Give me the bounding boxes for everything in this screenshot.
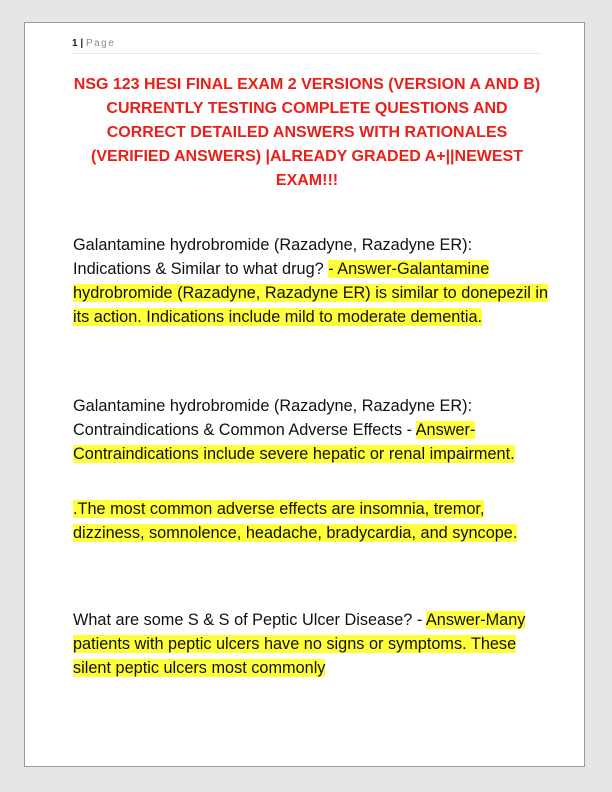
qa-item xyxy=(73,233,553,329)
question-text: Galantamine hydrobromide (Razadyne, Razadyne ER): Contraindications & Common Adverse Effects - xyxy=(73,397,473,439)
question-text: What are some S & S of Peptic Ulcer Disease? - xyxy=(73,611,426,629)
page-number: 1 xyxy=(72,38,78,49)
qa-item xyxy=(73,394,553,466)
answer-text: - Answer-Galantamine hydrobromide (Razadyne, Razadyne ER) is similar to donepezil in its action. Indications include mild to moderate dementia. xyxy=(73,260,549,326)
page-header xyxy=(72,37,542,54)
document-title: NSG 123 HESI FINAL EXAM 2 VERSIONS (VERSION A AND B) CURRENTLY TESTING COMPLETE QUESTIONS AND CORRECT DETAILED ANSWERS WITH RATIONALES (VERIFIED ANSWERS) |ALREADY GRADED A+||NEWEST EXAM!!! xyxy=(73,76,541,189)
page-word: Page xyxy=(85,38,116,49)
header-separator: | xyxy=(80,38,84,49)
qa-item xyxy=(73,608,553,680)
answer-continuation-text: .The most common adverse effects are insomnia, tremor, dizziness, somnolence, headache, bradycardia, and syncope. xyxy=(73,500,518,542)
answer-text: Answer-Contraindications include severe hepatic or renal impairment. xyxy=(73,421,515,463)
answer-text: Answer-Many patients with peptic ulcers have no signs or symptoms. These silent peptic ulcers most commonly xyxy=(73,611,526,677)
document-page xyxy=(24,22,585,767)
question-text: Galantamine hydrobromide (Razadyne, Razadyne ER): Indications & Similar to what drug? xyxy=(73,236,473,278)
answer-continuation xyxy=(73,497,553,545)
